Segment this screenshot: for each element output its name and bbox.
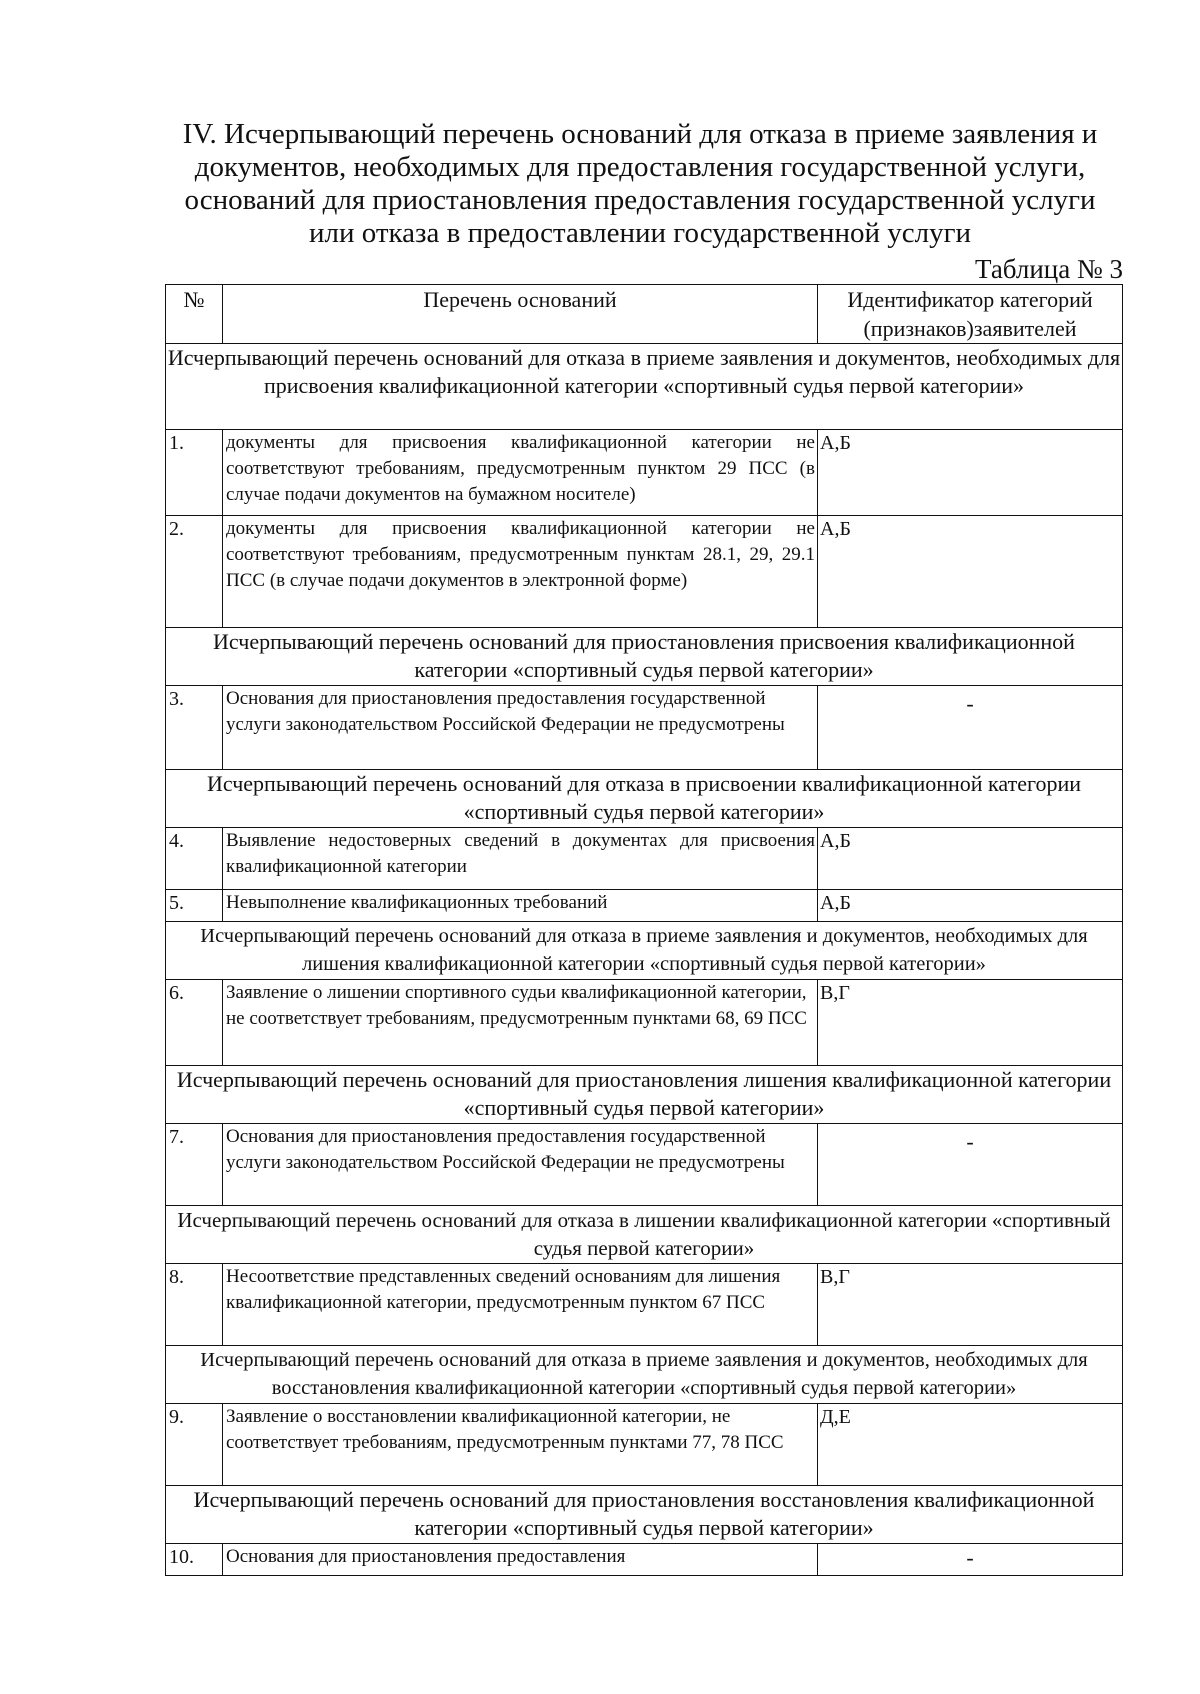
row-number: 1. (166, 430, 223, 516)
row-text: Несоответствие представленных сведений основаниям для лишения квалификационной категории, предусмотренным пунктом 67 ПСС (223, 1264, 818, 1346)
grounds-table (165, 284, 1123, 1576)
table-row (166, 890, 1123, 922)
row-code: - (818, 686, 1123, 770)
table-label: Таблица № 3 (975, 254, 1123, 284)
row-number: 9. (166, 1404, 223, 1486)
section-title: Исчерпывающий перечень оснований для отказа в приеме заявления и документов, необходимых для присвоения квалификационной категории «спортивный судья первой категории» (166, 344, 1123, 430)
row-code: Д,Е (818, 1404, 1123, 1486)
row-code: - (818, 1544, 1123, 1576)
table-row (166, 430, 1123, 516)
row-code: В,Г (818, 1264, 1123, 1346)
row-number: 10. (166, 1544, 223, 1576)
row-number: 5. (166, 890, 223, 922)
section-title: Исчерпывающий перечень оснований для отказа в присвоении квалификационной категории «спортивный судья первой категории» (166, 770, 1123, 828)
section-title: Исчерпывающий перечень оснований для приостановления лишения квалификационной категории «спортивный судья первой категории» (166, 1066, 1123, 1124)
section-row (166, 1346, 1123, 1404)
row-code: В,Г (818, 980, 1123, 1066)
row-code: А,Б (818, 430, 1123, 516)
row-text: Заявление о лишении спортивного судьи квалификационной категории, не соответствует требованиям, предусмотренным пунктами 68, 69 ПСС (223, 980, 818, 1066)
table-header-row (166, 285, 1123, 344)
section-title: Исчерпывающий перечень оснований для приостановления присвоения квалификационной категории «спортивный судья первой категории» (166, 628, 1123, 686)
row-text: Невыполнение квалификационных требований (223, 890, 818, 922)
table-row (166, 828, 1123, 890)
row-text: Основания для приостановления предоставления (223, 1544, 818, 1576)
section-row (166, 922, 1123, 980)
section-row (166, 1206, 1123, 1264)
section-title: Исчерпывающий перечень оснований для отказа в приеме заявления и документов, необходимых для восстановления квалификационной категории «спортивный судья первой категории» (166, 1346, 1123, 1404)
row-number: 2. (166, 516, 223, 628)
row-text: документы для присвоения квалификационной категории не соответствуют требованиям, предусмотренным пунктом 29 ПСС (в случае подачи документов на бумажном носителе) (223, 430, 818, 516)
section-row (166, 628, 1123, 686)
section-row (166, 1066, 1123, 1124)
table-row (166, 516, 1123, 628)
table-row (166, 1544, 1123, 1576)
row-number: 6. (166, 980, 223, 1066)
row-code: А,Б (818, 516, 1123, 628)
table-row (166, 1264, 1123, 1346)
row-text: Основания для приостановления предоставления государственной услуги законодательством Российской Федерации не предусмотрены (223, 686, 818, 770)
row-number: 8. (166, 1264, 223, 1346)
column-header-num: № (166, 285, 223, 344)
section-title: Исчерпывающий перечень оснований для отказа в лишении квалификационной категории «спортивный судья первой категории» (166, 1206, 1123, 1264)
section-row (166, 344, 1123, 430)
row-text: Основания для приостановления предоставления государственной услуги законодательством Российской Федерации не предусмотрены (223, 1124, 818, 1206)
row-code: - (818, 1124, 1123, 1206)
row-number: 4. (166, 828, 223, 890)
section-heading: IV. Исчерпывающий перечень оснований для отказа в приеме заявления и документов, необходимых для предоставления государственной услуги, оснований для приостановления предоставления государственной услуги или отказа в предоставлении государственной услуги (182, 118, 1098, 249)
column-header-identifier: Идентификатор категорий (признаков)заявителей (818, 285, 1123, 344)
section-title: Исчерпывающий перечень оснований для отказа в приеме заявления и документов, необходимых для лишения квалификационной категории «спортивный судья первой категории» (166, 922, 1123, 980)
section-row (166, 1486, 1123, 1544)
row-code: А,Б (818, 828, 1123, 890)
row-text: Заявление о восстановлении квалификационной категории, не соответствует требованиям, предусмотренным пунктами 77, 78 ПСС (223, 1404, 818, 1486)
row-number: 3. (166, 686, 223, 770)
section-row (166, 770, 1123, 828)
table-row (166, 1404, 1123, 1486)
table-row (166, 1124, 1123, 1206)
section-title: Исчерпывающий перечень оснований для приостановления восстановления квалификационной категории «спортивный судья первой категории» (166, 1486, 1123, 1544)
table-row (166, 980, 1123, 1066)
column-header-grounds: Перечень оснований (223, 285, 818, 344)
row-text: Выявление недостоверных сведений в документах для присвоения квалификационной категории (223, 828, 818, 890)
row-text: документы для присвоения квалификационной категории не соответствуют требованиям, предусмотренным пунктам 28.1, 29, 29.1 ПСС (в случае подачи документов в электронной форме) (223, 516, 818, 628)
table-row (166, 686, 1123, 770)
row-code: А,Б (818, 890, 1123, 922)
row-number: 7. (166, 1124, 223, 1206)
